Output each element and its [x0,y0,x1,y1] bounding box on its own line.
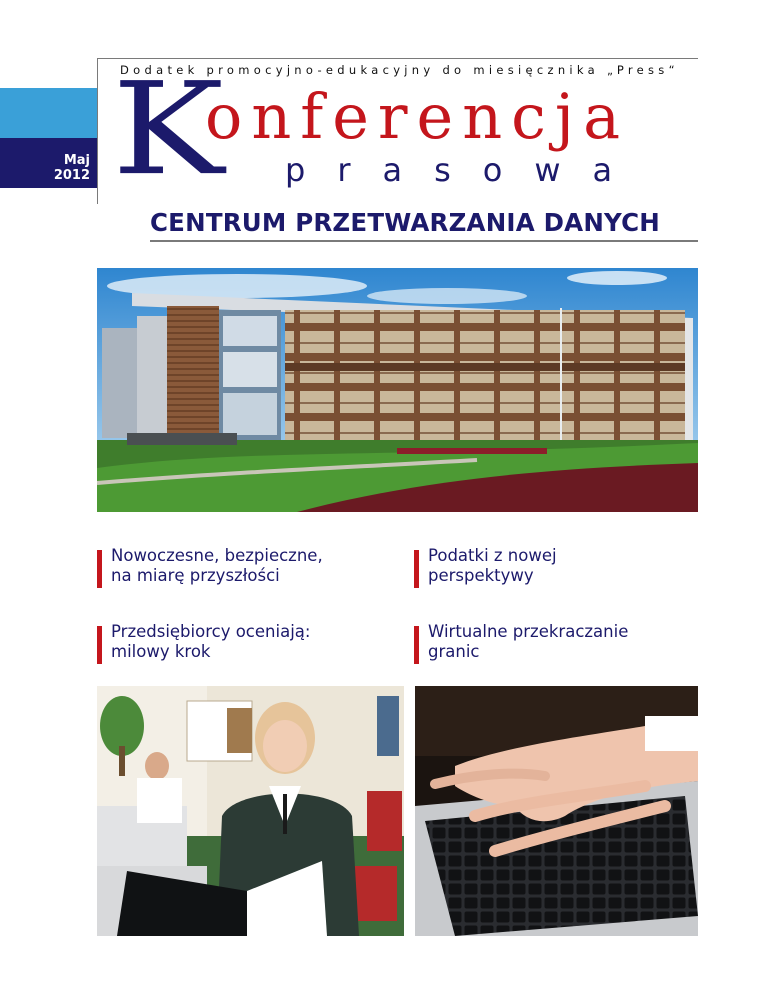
logo-title: onferencja [205,80,630,153]
keyboard-photo [415,686,698,936]
teaser-title: Przedsiębiorcy oceniają: milowy krok [111,622,311,661]
issue-month: Maj [63,153,90,168]
teaser-accent-bar [97,550,102,588]
office-photo [97,686,404,936]
teaser-title: Wirtualne przekraczanie granic [428,622,629,661]
teaser-accent-bar [97,626,102,664]
teaser-accent-bar [414,626,419,664]
supplement-line: Dodatek promocyjno-edukacyjny do miesięcznika „Press“ [120,63,679,77]
issue-year: 2012 [53,168,90,183]
cover-headline: CENTRUM PRZETWARZANIA DANYCH [150,208,660,237]
teaser-title: Podatki z nowej perspektywy [428,546,557,585]
teaser-accent-bar [414,550,419,588]
headline-rule [150,240,698,242]
color-band-top [0,88,97,138]
issue-date [0,153,90,183]
teaser-title: Nowoczesne, bezpieczne, na miarę przyszłości [111,546,323,585]
building-photo [97,268,698,512]
logo-subtitle: prasowa [285,151,645,189]
logo-initial: K [112,55,225,204]
